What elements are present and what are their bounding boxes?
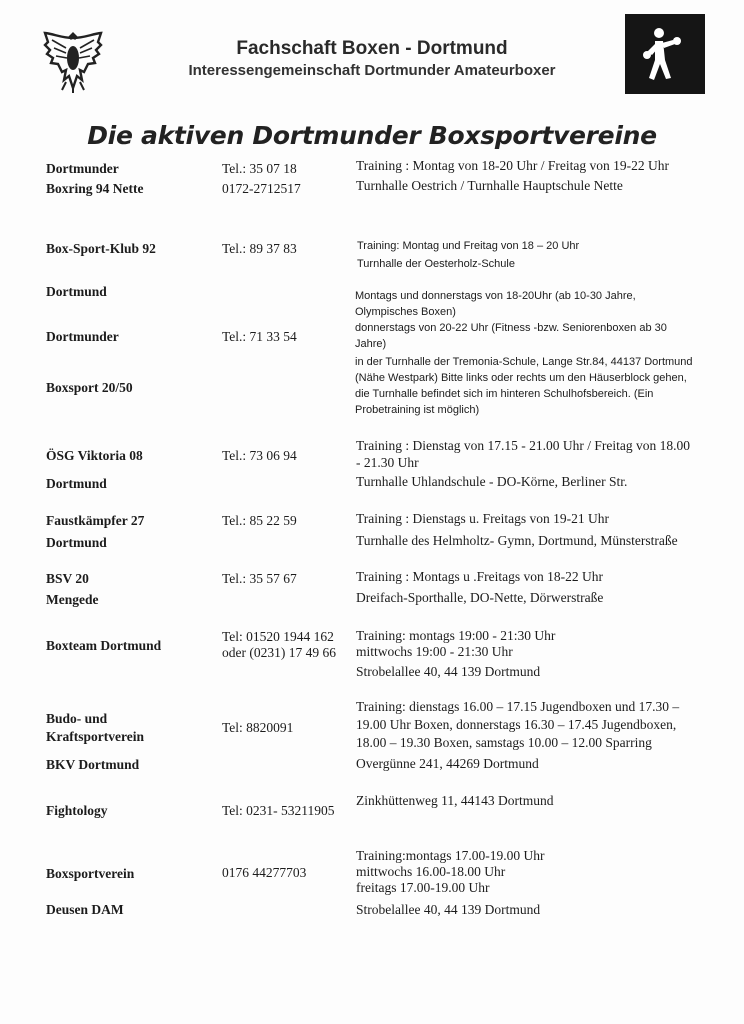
club-info-line: Training : Montag von 18-20 Uhr / Freitag von 19-22 Uhr — [356, 158, 669, 173]
club-info-line: Training : Montags u .Freitags von 18-22 Uhr — [356, 569, 603, 584]
club-info-line: Turnhalle Uhlandschule - DO-Körne, Berliner Str. — [356, 474, 628, 489]
club-phone: Tel.: 73 06 94 — [222, 448, 297, 463]
club-info-line: Turnhalle des Helmholtz- Gymn, Dortmund, Münsterstraße — [356, 533, 678, 548]
club-name-line: Dortmunder — [46, 329, 119, 344]
club-info-line: Zinkhüttenweg 11, 44143 Dortmund — [356, 793, 554, 808]
club-info-line: Strobelallee 40, 44 139 Dortmund — [356, 664, 541, 679]
club-name-line: Dortmund — [46, 476, 107, 491]
club-phone: Tel: 0231- 53211905 — [222, 803, 335, 818]
club-phone: 0176 44277703 — [222, 865, 307, 880]
club-info-line: Training:montags 17.00-19.00 Uhr — [356, 848, 545, 863]
club-info-line: mittwochs 19:00 - 21:30 Uhr — [356, 644, 513, 659]
club-name-line: Budo- und — [46, 711, 108, 726]
club-phone: Tel.: 35 07 18 — [222, 161, 297, 176]
club-name-line: Deusen DAM — [46, 902, 124, 917]
club-info-line: Strobelallee 40, 44 139 Dortmund — [356, 902, 541, 917]
club-phone: Tel.: 89 37 83 — [222, 241, 297, 256]
page-header-subtitle: Interessengemeinschaft Dortmunder Amateurboxer — [188, 62, 556, 79]
club-info-line: Turnhalle Oestrich / Turnhalle Hauptschule Nette — [356, 178, 623, 193]
club-info-line: donnerstags von 20-22 Uhr (Fitness -bzw. Seniorenboxen ab 30 Jahre) — [355, 322, 667, 350]
club-name-line: Dortmund — [46, 535, 107, 550]
club-name-line: Boxsportverein — [46, 866, 135, 881]
club-info-line: Training: dienstags 16.00 – 17.15 Jugendboxen und 17.30 – — [356, 699, 680, 714]
club-info-line: 19.00 Uhr Boxen, donnerstags 16.30 – 17.45 Jugendboxen, — [356, 717, 677, 732]
club-info-line: Training : Dienstags u. Freitags von 19-21 Uhr — [356, 511, 609, 526]
club-phone: Tel: 8820091 — [222, 720, 294, 735]
club-phone: Tel: 01520 1944 162 — [222, 629, 334, 644]
club-info-line: Training: Montag und Freitag von 18 – 20 Uhr — [357, 240, 580, 252]
boxer-pictogram-icon — [625, 14, 705, 94]
club-name-line: BSV 20 — [46, 571, 89, 586]
club-phone: Tel.: 71 33 54 — [222, 329, 297, 344]
club-name-line: Boxteam Dortmund — [46, 638, 162, 653]
club-name-line: Box-Sport-Klub 92 — [46, 241, 156, 256]
club-name-line: Mengede — [46, 592, 99, 607]
club-info-line: Montags und donnerstags von 18-20Uhr (ab 10-30 Jahre, Olympisches Boxen) — [355, 290, 636, 318]
club-phone: Tel.: 85 22 59 — [222, 513, 297, 528]
club-info-line: Training : Dienstag von 17.15 - 21.00 Uhr / Freitag von 18.00 - 21.30 Uhr — [356, 438, 690, 470]
club-name-line: Faustkämpfer 27 — [46, 513, 145, 528]
club-info-line: Overgünne 241, 44269 Dortmund — [356, 756, 539, 771]
club-name-line: Fightology — [46, 803, 108, 818]
main-title: Die aktiven Dortmunder Boxsportvereine — [87, 121, 657, 150]
club-phone: Tel.: 35 57 67 — [222, 571, 297, 586]
club-info-line: Dreifach-Sporthalle, DO-Nette, Dörwerstraße — [356, 590, 604, 605]
club-name-line: Boxsport 20/50 — [46, 380, 133, 395]
page-header-title: Fachschaft Boxen - Dortmund — [236, 38, 508, 59]
club-info-line: Training: montags 19:00 - 21:30 Uhr — [356, 628, 556, 643]
club-name-line: Kraftsportverein — [46, 729, 144, 744]
club-info-line: in der Turnhalle der Tremonia-Schule, Lange Str.84, 44137 Dortmund (Nähe Westpark) Bitte links oder rechts um den Häuserblock gehen, die Turnhalle befindet sich im hinteren Schulhofsbereich. (Ein Probetraining ist möglich) — [355, 356, 693, 416]
club-phone: 0172-2712517 — [222, 181, 301, 196]
club-name-line: Dortmund — [46, 284, 107, 299]
club-info-line: freitags 17.00-19.00 Uhr — [356, 880, 490, 895]
club-info-line: mittwochs 16.00-18.00 Uhr — [356, 864, 506, 879]
club-name-line: ÖSG Viktoria 08 — [46, 448, 143, 463]
club-info-line: 18.00 – 19.30 Boxen, samstags 10.00 – 12.00 Sparring — [356, 735, 652, 750]
club-name-line: Boxring 94 Nette — [46, 181, 144, 196]
club-phone: oder (0231) 17 49 66 — [222, 645, 336, 660]
club-name-line: Dortmunder — [46, 161, 119, 176]
club-info-line: Turnhalle der Oesterholz-Schule — [357, 258, 515, 270]
club-name-line: BKV Dortmund — [46, 757, 140, 772]
